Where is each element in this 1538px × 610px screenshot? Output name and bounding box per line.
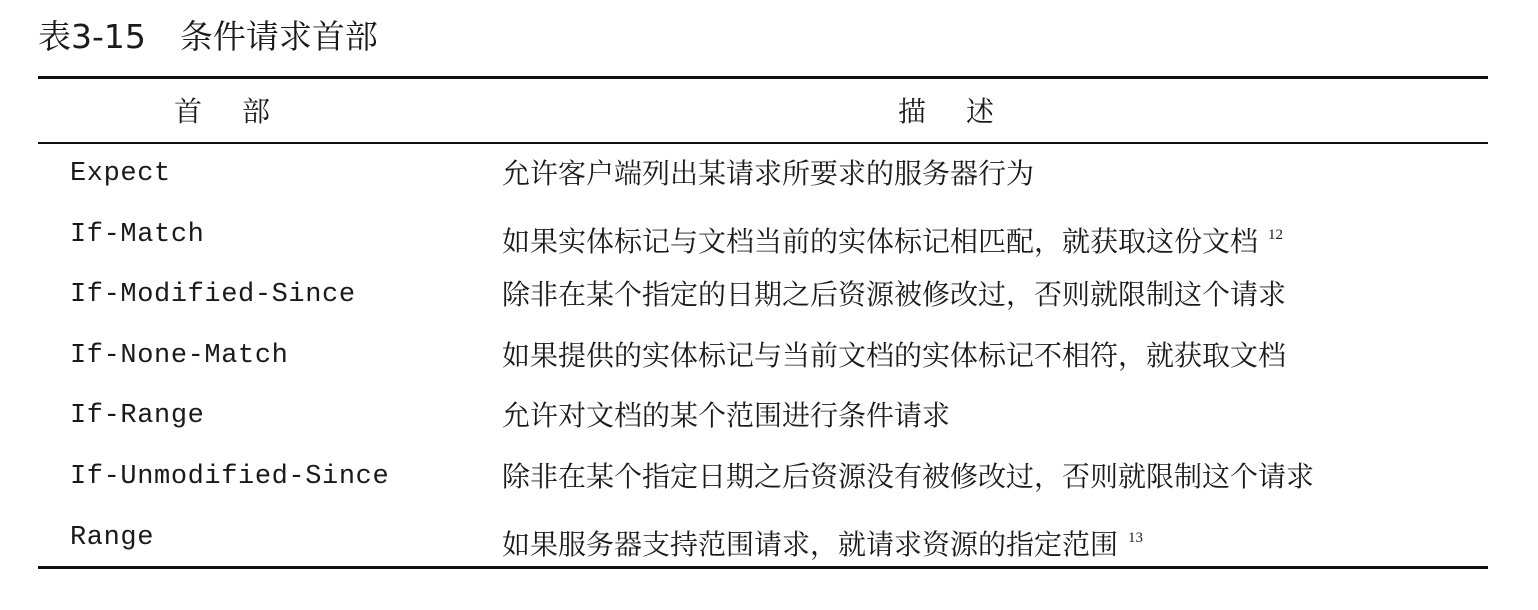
- table-row: [0, 205, 1538, 265]
- description-text: 除非在某个指定日期之后资源没有被修改过，否则就限制这个请求: [502, 460, 1315, 493]
- top-rule: [38, 76, 1488, 79]
- description-text: 允许客户端列出某请求所要求的服务器行为: [502, 157, 1035, 190]
- description-text: 如果服务器支持范围请求，就请求资源的指定范围: [502, 528, 1119, 561]
- header-name-cell: If-Range: [70, 401, 205, 431]
- table-row: [0, 508, 1538, 568]
- description-text: 如果实体标记与文档当前的实体标记相匹配，就获取这份文档: [502, 225, 1259, 258]
- description-text: 允许对文档的某个范围进行条件请求: [502, 399, 951, 432]
- description-cell: [502, 386, 950, 446]
- header-name-cell: If-Match: [70, 220, 205, 250]
- description-text: 除非在某个指定的日期之后资源被修改过，否则就限制这个请求: [502, 278, 1287, 311]
- header-name-cell: If-Modified-Since: [70, 280, 356, 310]
- header-name-cell: Range: [70, 523, 155, 553]
- table-number: 表3-15: [38, 17, 146, 56]
- column-header-header: 首部: [174, 95, 311, 128]
- table-title: 条件请求首部: [179, 17, 378, 56]
- description-cell: [502, 326, 1286, 386]
- table-row: [0, 447, 1538, 507]
- bottom-rule: [38, 566, 1488, 569]
- column-header-description: 描述: [898, 95, 1035, 128]
- description-cell: [502, 265, 1286, 325]
- description-text: 如果提供的实体标记与当前文档的实体标记不相符，就获取文档: [502, 339, 1287, 372]
- footnote-marker: 12: [1268, 227, 1284, 243]
- description-cell: [502, 447, 1314, 507]
- header-name-cell: If-None-Match: [70, 341, 289, 371]
- table-row: [0, 386, 1538, 446]
- table-row: [0, 326, 1538, 386]
- table-row: [0, 265, 1538, 325]
- header-name-cell: If-Unmodified-Since: [70, 462, 390, 492]
- description-cell: [502, 144, 1034, 204]
- description-cell: [502, 508, 1143, 568]
- description-cell: [502, 205, 1283, 265]
- header-name-cell: Expect: [70, 159, 171, 189]
- table-caption: [38, 14, 378, 60]
- footnote-marker: 13: [1128, 530, 1144, 546]
- table-row: [0, 144, 1538, 204]
